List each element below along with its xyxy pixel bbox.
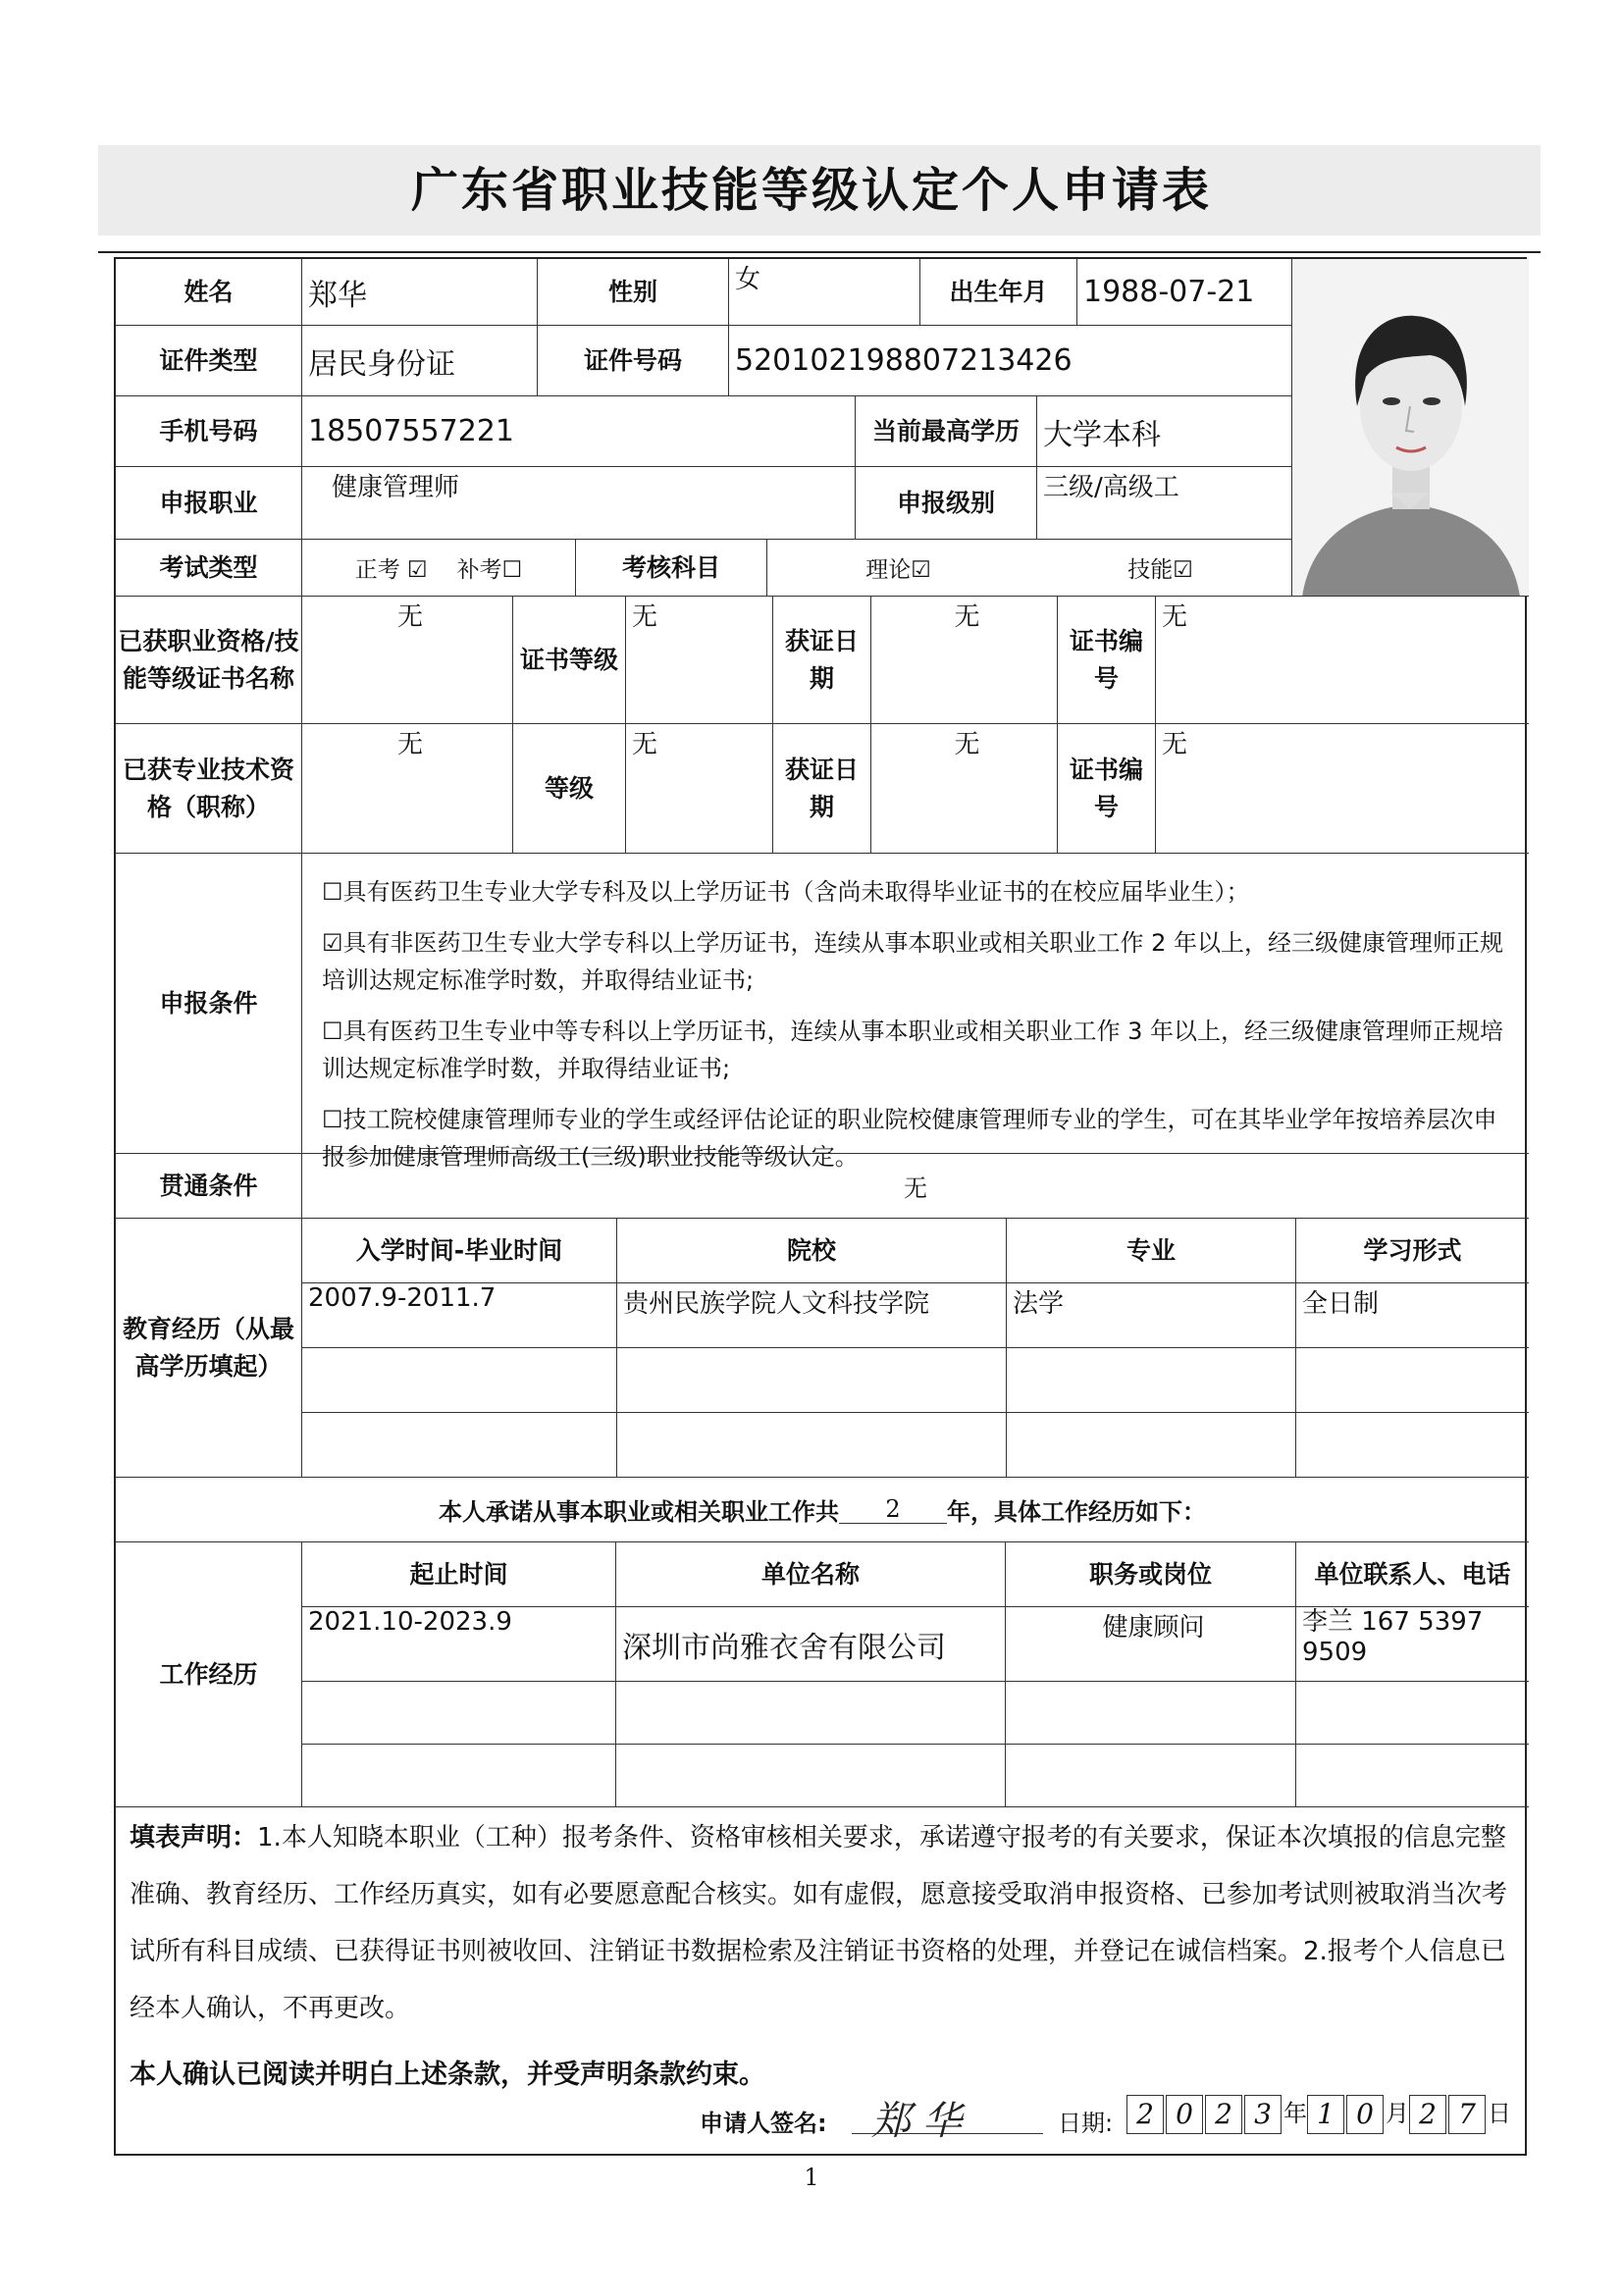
exam-makeup-checkbox[interactable]: 补考☐ xyxy=(456,557,523,583)
qual-cert-name: 无 xyxy=(302,597,513,724)
work-header: 起止时间 xyxy=(302,1542,616,1607)
edu-header: 院校 xyxy=(617,1219,1007,1283)
occupation-label: 申报职业 xyxy=(116,467,302,540)
work-cell xyxy=(616,1745,1006,1807)
tech-title-name: 无 xyxy=(302,724,513,854)
obtain-date-label: 获证日期 xyxy=(773,597,871,724)
condition-item[interactable]: ☐具有医药卫生专业中等专科以上学历证书，连续从事本职业或相关职业工作 3 年以上，经三级健康管理师正规培训达规定标准学时数，并取得结业证书; xyxy=(322,1018,1504,1082)
exam-subject-options xyxy=(767,540,1292,597)
work-cell: 健康顾问 xyxy=(1006,1607,1296,1682)
edu-cell xyxy=(1007,1413,1296,1478)
signature-name: 郑华 xyxy=(871,2099,973,2144)
work-cell xyxy=(302,1682,616,1745)
work-header: 单位名称 xyxy=(616,1542,1006,1607)
work-commit-prefix: 本人承诺从事本职业或相关职业工作共 xyxy=(439,1498,839,1526)
tech-title-no: 无 xyxy=(1156,724,1529,854)
work-header: 职务或岗位 xyxy=(1006,1542,1296,1607)
date-digit: 2 xyxy=(1126,2095,1164,2134)
edu-cell xyxy=(302,1348,617,1413)
edu-cell xyxy=(617,1348,1007,1413)
tech-title-label: 已获专业技术资格（职称） xyxy=(116,724,302,854)
condition-item[interactable]: ☑具有非医药卫生专业大学专科以上学历证书，连续从事本职业或相关职业工作 2 年以上，经三级健康管理师正规培训达规定标准学时数，并取得结业证书; xyxy=(322,929,1504,994)
work-commit-years[interactable]: 2 xyxy=(839,1495,947,1524)
qual-cert-no: 无 xyxy=(1156,597,1529,724)
declaration xyxy=(130,1809,1513,2037)
qual-cert-level: 无 xyxy=(626,597,773,724)
page-number: 1 xyxy=(804,2164,819,2191)
tech-title-date: 无 xyxy=(871,724,1058,854)
name-value: 郑华 xyxy=(302,259,538,326)
work-cell: 深圳市尚雅衣舍有限公司 xyxy=(616,1607,1006,1682)
edu-cell xyxy=(1007,1348,1296,1413)
date-digit: 0 xyxy=(1166,2095,1203,2134)
day-unit: 日 xyxy=(1488,2100,1511,2127)
date-digit: 2 xyxy=(1205,2095,1242,2134)
edu-cell: 贵州民族学院人文科技学院 xyxy=(617,1283,1007,1348)
edu-cell: 全日制 xyxy=(1296,1283,1529,1348)
id-no-label: 证件号码 xyxy=(538,326,729,396)
phone-value: 18507557221 xyxy=(302,396,856,467)
level-value: 三级/高级工 xyxy=(1037,467,1292,540)
exam-type-options xyxy=(302,540,576,597)
condition-item[interactable]: ☐技工院校健康管理师专业的学生或经评估论证的职业院校健康管理师专业的学生，可在其毕业学年按培养层次申报参加健康管理师高级工(三级)职业技能等级认定。 xyxy=(322,1106,1497,1171)
work-cell xyxy=(302,1745,616,1807)
exam-regular-checkbox[interactable]: 正考 ☑ xyxy=(354,557,428,583)
tech-title-level: 无 xyxy=(626,724,773,854)
work-header: 单位联系人、电话 xyxy=(1296,1542,1529,1607)
edu-cell xyxy=(302,1413,617,1478)
work-history-label: 工作经历 xyxy=(116,1542,302,1807)
work-cell xyxy=(1006,1682,1296,1745)
work-cell xyxy=(1296,1682,1529,1745)
edu-history-label: 教育经历（从最高学历填起） xyxy=(116,1219,302,1478)
cert-level-label: 证书等级 xyxy=(513,597,626,724)
phone-label: 手机号码 xyxy=(116,396,302,467)
edu-cell: 2007.9-2011.7 xyxy=(302,1283,617,1348)
edu-cell xyxy=(617,1413,1007,1478)
level-label: 申报级别 xyxy=(856,467,1037,540)
work-cell xyxy=(616,1682,1006,1745)
date-label: 日期: xyxy=(1058,2110,1114,2137)
date-digit: 1 xyxy=(1307,2095,1344,2134)
declaration-head: 填表声明： xyxy=(130,1823,258,1852)
edu-cell xyxy=(1296,1413,1529,1478)
title-rule xyxy=(98,251,1541,253)
signature-row xyxy=(116,2090,1529,2149)
applicant-photo xyxy=(1292,259,1529,597)
month-unit: 月 xyxy=(1386,2100,1409,2127)
exam-type-label: 考试类型 xyxy=(116,540,302,597)
through-value: 无 xyxy=(302,1154,1529,1219)
date-field[interactable] xyxy=(1126,2094,1511,2134)
exam-subject-label: 考核科目 xyxy=(576,540,767,597)
gender-label: 性别 xyxy=(538,259,729,326)
qual-cert-label: 已获职业资格/技能等级证书名称 xyxy=(116,597,302,724)
edu-cell: 法学 xyxy=(1007,1283,1296,1348)
work-cell xyxy=(1006,1745,1296,1807)
edu-header: 入学时间-毕业时间 xyxy=(302,1219,617,1283)
application-form xyxy=(114,257,1527,2156)
date-digit: 7 xyxy=(1448,2095,1486,2134)
edu-cell xyxy=(1296,1348,1529,1413)
work-commit xyxy=(116,1478,1529,1542)
condition-item[interactable]: ☐具有医药卫生专业大学专科及以上学历证书（含尚未取得毕业证书的在校应届毕业生）； xyxy=(322,878,1250,906)
gender-value: 女 xyxy=(729,259,920,326)
date-digit: 0 xyxy=(1346,2095,1384,2134)
name-label: 姓名 xyxy=(116,259,302,326)
page-title: 广东省职业技能等级认定个人申请表 xyxy=(410,163,1212,218)
id-type-label: 证件类型 xyxy=(116,326,302,396)
declaration-body: 1.本人知晓本职业（工种）报考条件、资格审核相关要求，承诺遵守报考的有关要求，保证本次填报的信息完整准确、教育经历、工作经历真实，如有必要愿意配合核实。如有虚假，愿意接受取消申报资格、已参加考试则被取消当次考试所有科目成绩、已获得证书则被收回、注销证书数据检索及注销证书资格的处理，并登记在诚信档案。2.报考个人信息已经本人确认，不再更改。 xyxy=(130,1823,1508,2023)
work-cell: 2021.10-2023.9 xyxy=(302,1607,616,1682)
date-digit: 2 xyxy=(1409,2095,1446,2134)
tech-no-label: 证书编号 xyxy=(1058,724,1156,854)
education-value: 大学本科 xyxy=(1037,396,1292,467)
year-unit: 年 xyxy=(1283,2100,1307,2127)
cert-no-label: 证书编号 xyxy=(1058,597,1156,724)
qual-cert-date: 无 xyxy=(871,597,1058,724)
id-type-value: 居民身份证 xyxy=(302,326,538,396)
work-commit-suffix: 年，具体工作经历如下： xyxy=(947,1498,1206,1526)
tech-date-label: 获证日期 xyxy=(773,724,871,854)
occupation-value: 健康管理师 xyxy=(302,467,856,540)
through-label: 贯通条件 xyxy=(116,1154,302,1219)
signature-label: 申请人签名: xyxy=(700,2110,827,2137)
declaration-confirm: 本人确认已阅读并明白上述条款，并受声明条款约束。 xyxy=(130,2060,765,2090)
work-cell xyxy=(1296,1745,1529,1807)
work-cell: 李兰 167 5397 9509 xyxy=(1296,1607,1529,1682)
conditions-label: 申报条件 xyxy=(116,854,302,1154)
edu-header: 学习形式 xyxy=(1296,1219,1529,1283)
education-label: 当前最高学历 xyxy=(856,396,1037,467)
conditions-list xyxy=(302,865,1529,1189)
birth-label: 出生年月 xyxy=(920,259,1077,326)
theory-checkbox[interactable]: 理论☑ xyxy=(865,557,931,583)
birth-value: 1988-07-21 xyxy=(1077,259,1292,326)
edu-header: 专业 xyxy=(1007,1219,1296,1283)
id-no-value: 520102198807213426 xyxy=(729,326,1292,396)
tech-level-label: 等级 xyxy=(513,724,626,854)
skill-checkbox[interactable]: 技能☑ xyxy=(1127,557,1193,583)
date-digit: 3 xyxy=(1244,2095,1282,2134)
